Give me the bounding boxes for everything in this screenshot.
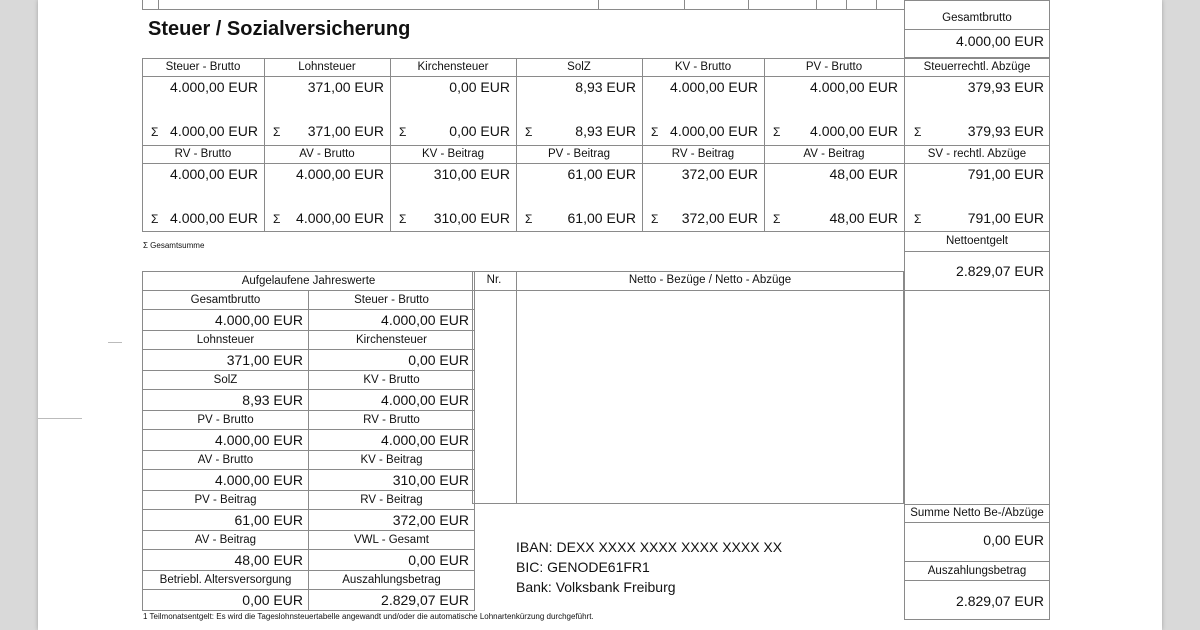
sigma-icon: Σ [773, 125, 781, 139]
summe-netto-label: Summe Netto Be-/Abzüge [910, 507, 1044, 519]
sum-kv-brutto: 4.000,00 EUR [670, 123, 758, 139]
netto-nr-header: Nr. [486, 274, 502, 286]
sigma-icon: Σ [651, 212, 659, 226]
divider [472, 290, 904, 291]
sum-steuerrechtl-abzuege: 379,93 EUR [967, 123, 1044, 139]
value-kv-beitrag: 310,00 EUR [433, 166, 510, 182]
sigma-icon: Σ [651, 125, 659, 139]
sigma-icon: Σ [151, 212, 159, 226]
jw-value-kv-brutto: 4.000,00 EUR [309, 390, 475, 411]
jw-value-av-beitrag: 48,00 EUR [143, 550, 309, 571]
value-kirchensteuer: 0,00 EUR [449, 79, 510, 95]
sigma-icon: Σ [273, 125, 281, 139]
value-av-brutto: 4.000,00 EUR [296, 166, 384, 182]
sigma-icon: Σ [151, 125, 159, 139]
sum-steuer-brutto: 4.000,00 EUR [170, 123, 258, 139]
divider [904, 251, 1050, 252]
sigma-icon: Σ [399, 125, 407, 139]
divider [684, 0, 685, 9]
auszahlung-value: 2.829,07 EUR [956, 593, 1044, 609]
header-steuerrechtl-abzuege: Steuerrechtl. Abzüge [923, 61, 1031, 73]
sigma-icon: Σ [525, 125, 533, 139]
nettoentgelt-value: 2.829,07 EUR [956, 263, 1044, 279]
divider [748, 0, 749, 9]
value-pv-brutto: 4.000,00 EUR [810, 79, 898, 95]
jw-label-av-beitrag: AV - Beitrag [143, 531, 309, 550]
jw-value-vwl-gesamt: 0,00 EUR [309, 550, 475, 571]
value-lohnsteuer: 371,00 EUR [307, 79, 384, 95]
jw-label-solz: SolZ [143, 371, 309, 390]
value-av-beitrag: 48,00 EUR [829, 166, 898, 182]
divider [142, 0, 143, 9]
jw-value-pv-beitrag: 61,00 EUR [143, 510, 309, 531]
divider [598, 0, 599, 9]
jw-value-lohnsteuer: 371,00 EUR [143, 350, 309, 371]
sum-lohnsteuer: 371,00 EUR [307, 123, 384, 139]
gesamtbrutto-value: 4.000,00 EUR [956, 33, 1044, 49]
gesamtbrutto-label: Gesamtbrutto [942, 12, 1012, 24]
divider [142, 76, 1050, 77]
value-pv-beitrag: 61,00 EUR [567, 166, 636, 182]
sum-kirchensteuer: 0,00 EUR [449, 123, 510, 139]
jw-label-vwl-gesamt: VWL - Gesamt [309, 531, 475, 550]
netto-title-header: Netto - Bezüge / Netto - Abzüge [628, 274, 792, 286]
value-steuerrechtl-abzuege: 379,93 EUR [967, 79, 1044, 95]
divider [158, 0, 159, 9]
value-kv-brutto: 4.000,00 EUR [670, 79, 758, 95]
divider [142, 163, 1050, 164]
gesamtsumme-note: Σ Gesamtsumme [143, 241, 205, 250]
header-pv-beitrag: PV - Beitrag [548, 148, 610, 160]
jw-label-av-brutto: AV - Brutto [143, 451, 309, 470]
header-kv-brutto: KV - Brutto [674, 61, 732, 73]
divider [876, 0, 877, 9]
header-kv-beitrag: KV - Beitrag [422, 148, 484, 160]
sum-rv-beitrag: 372,00 EUR [681, 210, 758, 226]
jw-label-rv-beitrag: RV - Beitrag [309, 491, 475, 510]
sigma-icon: Σ [525, 212, 533, 226]
value-rv-beitrag: 372,00 EUR [681, 166, 758, 182]
footnote: 1 Teilmonatsentgelt: Es wird die Tageslohnsteuertabelle angewandt und/oder die automatische Lohnartenkürzung durchgeführt. [143, 612, 594, 621]
jw-label-kv-brutto: KV - Brutto [309, 371, 475, 390]
header-rv-beitrag: RV - Beitrag [671, 148, 735, 160]
jw-value-gesamtbrutto: 4.000,00 EUR [143, 310, 309, 331]
header-av-beitrag: AV - Beitrag [803, 148, 865, 160]
jw-value-kirchensteuer: 0,00 EUR [309, 350, 475, 371]
divider [904, 522, 1050, 523]
jw-label-auszahlungsbetrag: Auszahlungsbetrag [309, 571, 475, 590]
jw-value-pv-brutto: 4.000,00 EUR [143, 430, 309, 451]
value-rv-brutto: 4.000,00 EUR [170, 166, 258, 182]
header-lohnsteuer: Lohnsteuer [298, 61, 356, 73]
jw-label-pv-brutto: PV - Brutto [143, 411, 309, 430]
iban-line: IBAN: DEXX XXXX XXXX XXXX XXXX XX [516, 539, 783, 555]
header-av-brutto: AV - Brutto [299, 148, 355, 160]
jw-label-pv-beitrag: PV - Beitrag [143, 491, 309, 510]
jahreswerte-table [142, 271, 475, 611]
jw-value-solz: 8,93 EUR [143, 390, 309, 411]
sigma-icon: Σ [399, 212, 407, 226]
divider [142, 9, 904, 10]
bic-line: BIC: GENODE61FR1 [516, 559, 650, 575]
header-kirchensteuer: Kirchensteuer [417, 61, 489, 73]
sum-kv-beitrag: 310,00 EUR [433, 210, 510, 226]
jw-value-auszahlungsbetrag: 2.829,07 EUR [309, 590, 475, 611]
divider [904, 580, 1050, 581]
nettoentgelt-label: Nettoentgelt [945, 235, 1008, 247]
header-steuer-brutto: Steuer - Brutto [165, 61, 241, 73]
sum-rv-brutto: 4.000,00 EUR [170, 210, 258, 226]
bank-name-line: Bank: Volksbank Freiburg [516, 579, 676, 595]
jw-value-betriebl-altersversorgung: 0,00 EUR [143, 590, 309, 611]
sum-solz: 8,93 EUR [575, 123, 636, 139]
divider [846, 0, 847, 9]
value-steuer-brutto: 4.000,00 EUR [170, 79, 258, 95]
sigma-icon: Σ [914, 212, 922, 226]
jw-label-kirchensteuer: Kirchensteuer [309, 331, 475, 350]
value-sv-rechtl-abzuege: 791,00 EUR [967, 166, 1044, 182]
jw-value-steuer-brutto: 4.000,00 EUR [309, 310, 475, 331]
header-pv-brutto: PV - Brutto [805, 61, 863, 73]
sum-pv-brutto: 4.000,00 EUR [810, 123, 898, 139]
sum-sv-rechtl-abzuege: 791,00 EUR [967, 210, 1044, 226]
summe-netto-value: 0,00 EUR [983, 532, 1044, 548]
section-title: Steuer / Sozialversicherung [148, 18, 411, 40]
divider [904, 29, 1050, 30]
jw-label-kv-beitrag: KV - Beitrag [309, 451, 475, 470]
jw-label-lohnsteuer: Lohnsteuer [143, 331, 309, 350]
header-sv-rechtl-abzuege: SV - rechtl. Abzüge [927, 148, 1027, 160]
jw-label-steuer-brutto: Steuer - Brutto [309, 291, 475, 310]
jw-label-gesamtbrutto: Gesamtbrutto [143, 291, 309, 310]
bank-details [516, 537, 782, 597]
sigma-icon: Σ [273, 212, 281, 226]
sum-av-beitrag: 48,00 EUR [829, 210, 898, 226]
header-solz: SolZ [567, 61, 591, 73]
divider [516, 271, 517, 504]
jw-label-betriebl-altersversorgung: Betriebl. Altersversorgung [143, 571, 309, 590]
jw-value-kv-beitrag: 310,00 EUR [309, 470, 475, 491]
sum-av-brutto: 4.000,00 EUR [296, 210, 384, 226]
fold-mark [108, 342, 122, 343]
jahreswerte-title: Aufgelaufene Jahreswerte [143, 272, 475, 291]
divider [816, 0, 817, 9]
value-solz: 8,93 EUR [575, 79, 636, 95]
jw-value-rv-beitrag: 372,00 EUR [309, 510, 475, 531]
netto-table [472, 271, 904, 504]
netto-right-column [904, 291, 1050, 504]
sum-pv-beitrag: 61,00 EUR [567, 210, 636, 226]
auszahlung-label: Auszahlungsbetrag [927, 565, 1027, 577]
jw-value-av-brutto: 4.000,00 EUR [143, 470, 309, 491]
sigma-icon: Σ [773, 212, 781, 226]
fold-mark [38, 418, 82, 419]
jw-value-rv-brutto: 4.000,00 EUR [309, 430, 475, 451]
sigma-icon: Σ [914, 125, 922, 139]
header-rv-brutto: RV - Brutto [174, 148, 232, 160]
jw-label-rv-brutto: RV - Brutto [309, 411, 475, 430]
